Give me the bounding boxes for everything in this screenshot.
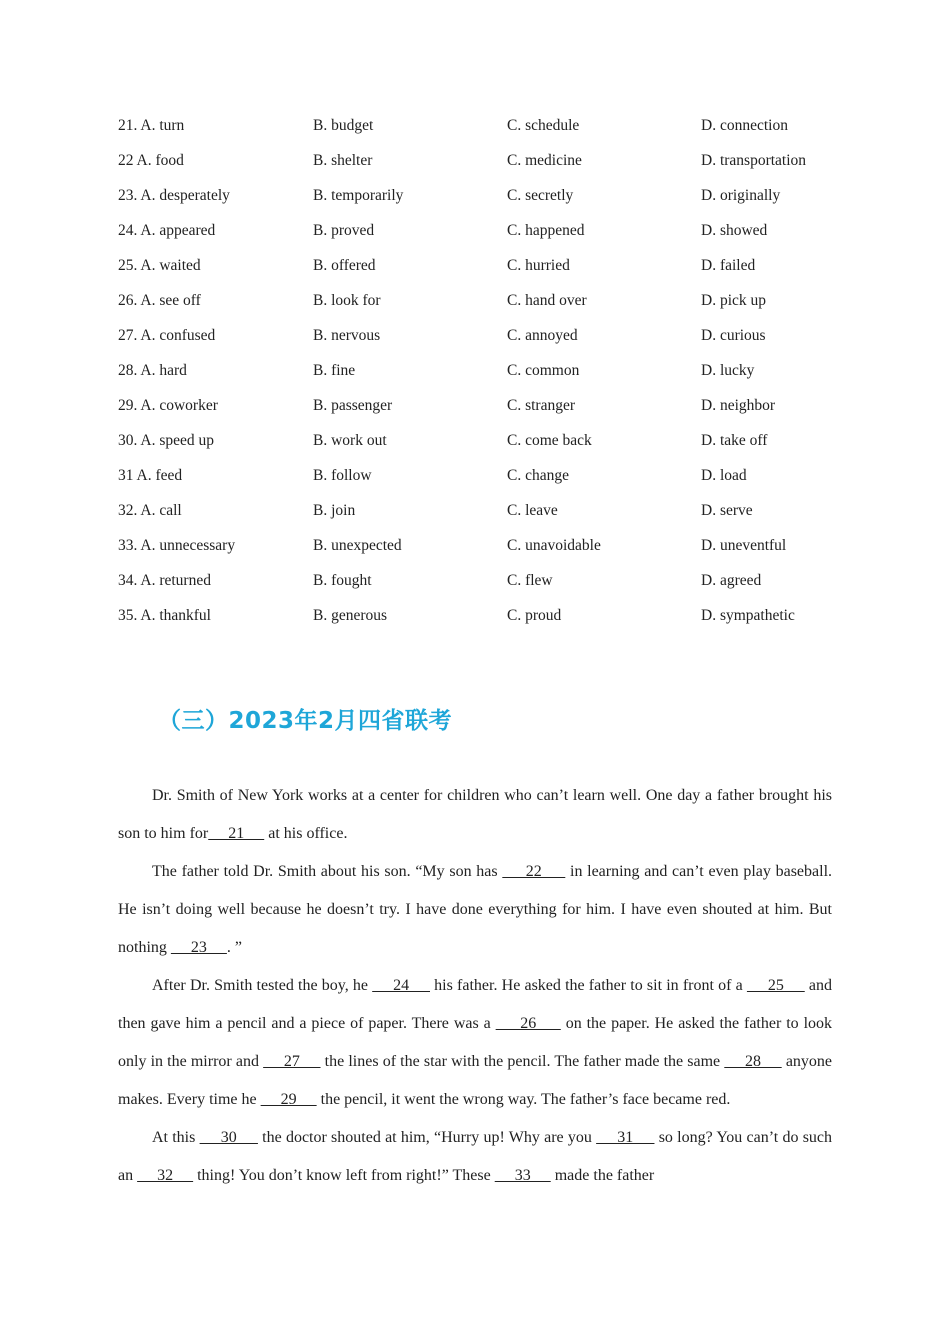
- option-a: 26. A. see off: [118, 292, 201, 309]
- option-c: C. hand over: [507, 292, 587, 309]
- option-row: [118, 528, 878, 563]
- passage-text: on the paper. He asked the father to look only in the mirror and: [118, 1015, 833, 1070]
- option-row: [118, 213, 878, 248]
- option-c: C. unavoidable: [507, 537, 601, 554]
- answer-blank: 27: [263, 1053, 321, 1070]
- option-c: C. change: [507, 467, 569, 484]
- passage-text: and then gave him a pencil and a piece of paper. There was a: [118, 977, 833, 1032]
- option-a: 34. A. returned: [118, 572, 211, 589]
- cloze-passage: [118, 777, 832, 1195]
- option-a: 24. A. appeared: [118, 222, 216, 239]
- option-d: D. transportation: [701, 152, 807, 169]
- option-b: B. look for: [313, 292, 381, 309]
- option-c: C. stranger: [507, 397, 576, 414]
- option-b: B. budget: [313, 117, 374, 134]
- option-b: B. passenger: [313, 397, 393, 414]
- answer-blank: 29: [260, 1091, 317, 1108]
- passage-text: in learning and can’t even play baseball. He isn’t doing well because he doesn’t try. I have done everything for him. I have even shouted at him. But nothing: [118, 863, 833, 956]
- option-a: 22 A. food: [118, 152, 184, 169]
- passage-text: After Dr. Smith tested the boy, he: [152, 977, 373, 994]
- option-d: D. agreed: [701, 572, 762, 589]
- option-a: 29. A. coworker: [118, 397, 218, 414]
- option-b: B. fought: [313, 572, 372, 589]
- passage-paragraph: [118, 1119, 832, 1195]
- option-d: D. neighbor: [701, 397, 776, 414]
- option-b: B. unexpected: [313, 537, 402, 554]
- passage-paragraph: [118, 853, 832, 967]
- answer-blank: 25: [746, 977, 805, 994]
- option-c: C. annoyed: [507, 327, 578, 344]
- option-b: B. fine: [313, 362, 356, 379]
- option-a: 33. A. unnecessary: [118, 537, 236, 554]
- answer-blank: 33: [494, 1167, 551, 1184]
- option-b: B. generous: [313, 607, 388, 624]
- option-c: C. come back: [507, 432, 592, 449]
- option-b: B. follow: [313, 467, 372, 484]
- option-c: C. flew: [507, 572, 553, 589]
- option-b: B. offered: [313, 257, 376, 274]
- answer-blank: 24: [372, 977, 430, 994]
- option-c: C. leave: [507, 502, 558, 519]
- passage-text: the lines of the star with the pencil. The father made the same: [320, 1053, 725, 1070]
- answer-blank: 21: [208, 825, 265, 842]
- option-d: D. failed: [701, 257, 756, 274]
- option-a: 30. A. speed up: [118, 432, 215, 449]
- passage-text: The father told Dr. Smith about his son. “My son has: [152, 863, 503, 880]
- option-c: C. common: [507, 362, 580, 379]
- answer-blank: 26: [495, 1015, 561, 1032]
- option-d: D. take off: [701, 432, 768, 449]
- option-d: D. load: [701, 467, 747, 484]
- option-d: D. pick up: [701, 292, 767, 309]
- option-row: [118, 388, 878, 423]
- option-row: [118, 283, 878, 318]
- passage-paragraph: [118, 967, 832, 1119]
- option-row: [118, 108, 878, 143]
- passage-paragraph: [118, 777, 832, 853]
- option-a: 35. A. thankful: [118, 607, 211, 624]
- passage-text: thing! You don’t know left from right!” These: [193, 1167, 495, 1184]
- option-a: 23. A. desperately: [118, 187, 230, 204]
- section-title: （三）2023年2月四省联考: [158, 708, 453, 734]
- option-d: D. connection: [701, 117, 788, 134]
- answer-blank: 22: [502, 863, 566, 880]
- answer-blank: 30: [199, 1129, 258, 1146]
- option-b: B. nervous: [313, 327, 381, 344]
- option-row: [118, 493, 878, 528]
- passage-text: the doctor shouted at him, “Hurry up! Why are you: [257, 1129, 597, 1146]
- option-b: B. join: [313, 502, 356, 519]
- option-c: C. happened: [507, 222, 585, 239]
- option-d: D. originally: [701, 187, 781, 204]
- answer-blank: 31: [596, 1129, 655, 1146]
- option-d: D. showed: [701, 222, 768, 239]
- option-row: [118, 563, 878, 598]
- option-d: D. lucky: [701, 362, 755, 379]
- option-a: 32. A. call: [118, 502, 182, 519]
- passage-text: Dr. Smith of New York works at a center for children who can’t learn well. One day a father brought his son to him for: [118, 787, 832, 842]
- answer-options-table: [118, 108, 878, 633]
- option-a: 21. A. turn: [118, 117, 185, 134]
- option-c: C. schedule: [507, 117, 580, 134]
- answer-blank: 23: [170, 939, 227, 956]
- option-row: [118, 143, 878, 178]
- option-row: [118, 318, 878, 353]
- option-row: [118, 353, 878, 388]
- option-c: C. secretly: [507, 187, 574, 204]
- passage-text: the pencil, it went the wrong way. The father’s face became red.: [316, 1091, 731, 1108]
- option-b: B. shelter: [313, 152, 373, 169]
- option-a: 25. A. waited: [118, 257, 201, 274]
- option-c: C. hurried: [507, 257, 570, 274]
- passage-text: at his office.: [264, 825, 348, 842]
- passage-text: his father. He asked the father to sit in front of a: [430, 977, 747, 994]
- option-b: B. proved: [313, 222, 375, 239]
- option-row: [118, 248, 878, 283]
- passage-text: so long? You can’t do such an: [118, 1129, 833, 1184]
- option-d: D. curious: [701, 327, 766, 344]
- passage-text: anyone makes. Every time he: [118, 1053, 833, 1108]
- option-d: D. sympathetic: [701, 607, 795, 624]
- option-a: 28. A. hard: [118, 362, 187, 379]
- option-row: [118, 423, 878, 458]
- passage-text: At this: [152, 1129, 200, 1146]
- answer-blank: 32: [137, 1167, 194, 1184]
- passage-text: made the father: [550, 1167, 655, 1184]
- option-b: B. temporarily: [313, 187, 404, 204]
- passage-text: . ”: [226, 939, 242, 956]
- option-a: 27. A. confused: [118, 327, 216, 344]
- option-b: B. work out: [313, 432, 387, 449]
- option-d: D. uneventful: [701, 537, 787, 554]
- option-c: C. medicine: [507, 152, 582, 169]
- option-c: C. proud: [507, 607, 562, 624]
- option-row: [118, 458, 878, 493]
- option-d: D. serve: [701, 502, 753, 519]
- answer-blank: 28: [724, 1053, 782, 1070]
- option-a: 31 A. feed: [118, 467, 183, 484]
- option-row: [118, 178, 878, 213]
- option-row: [118, 598, 878, 633]
